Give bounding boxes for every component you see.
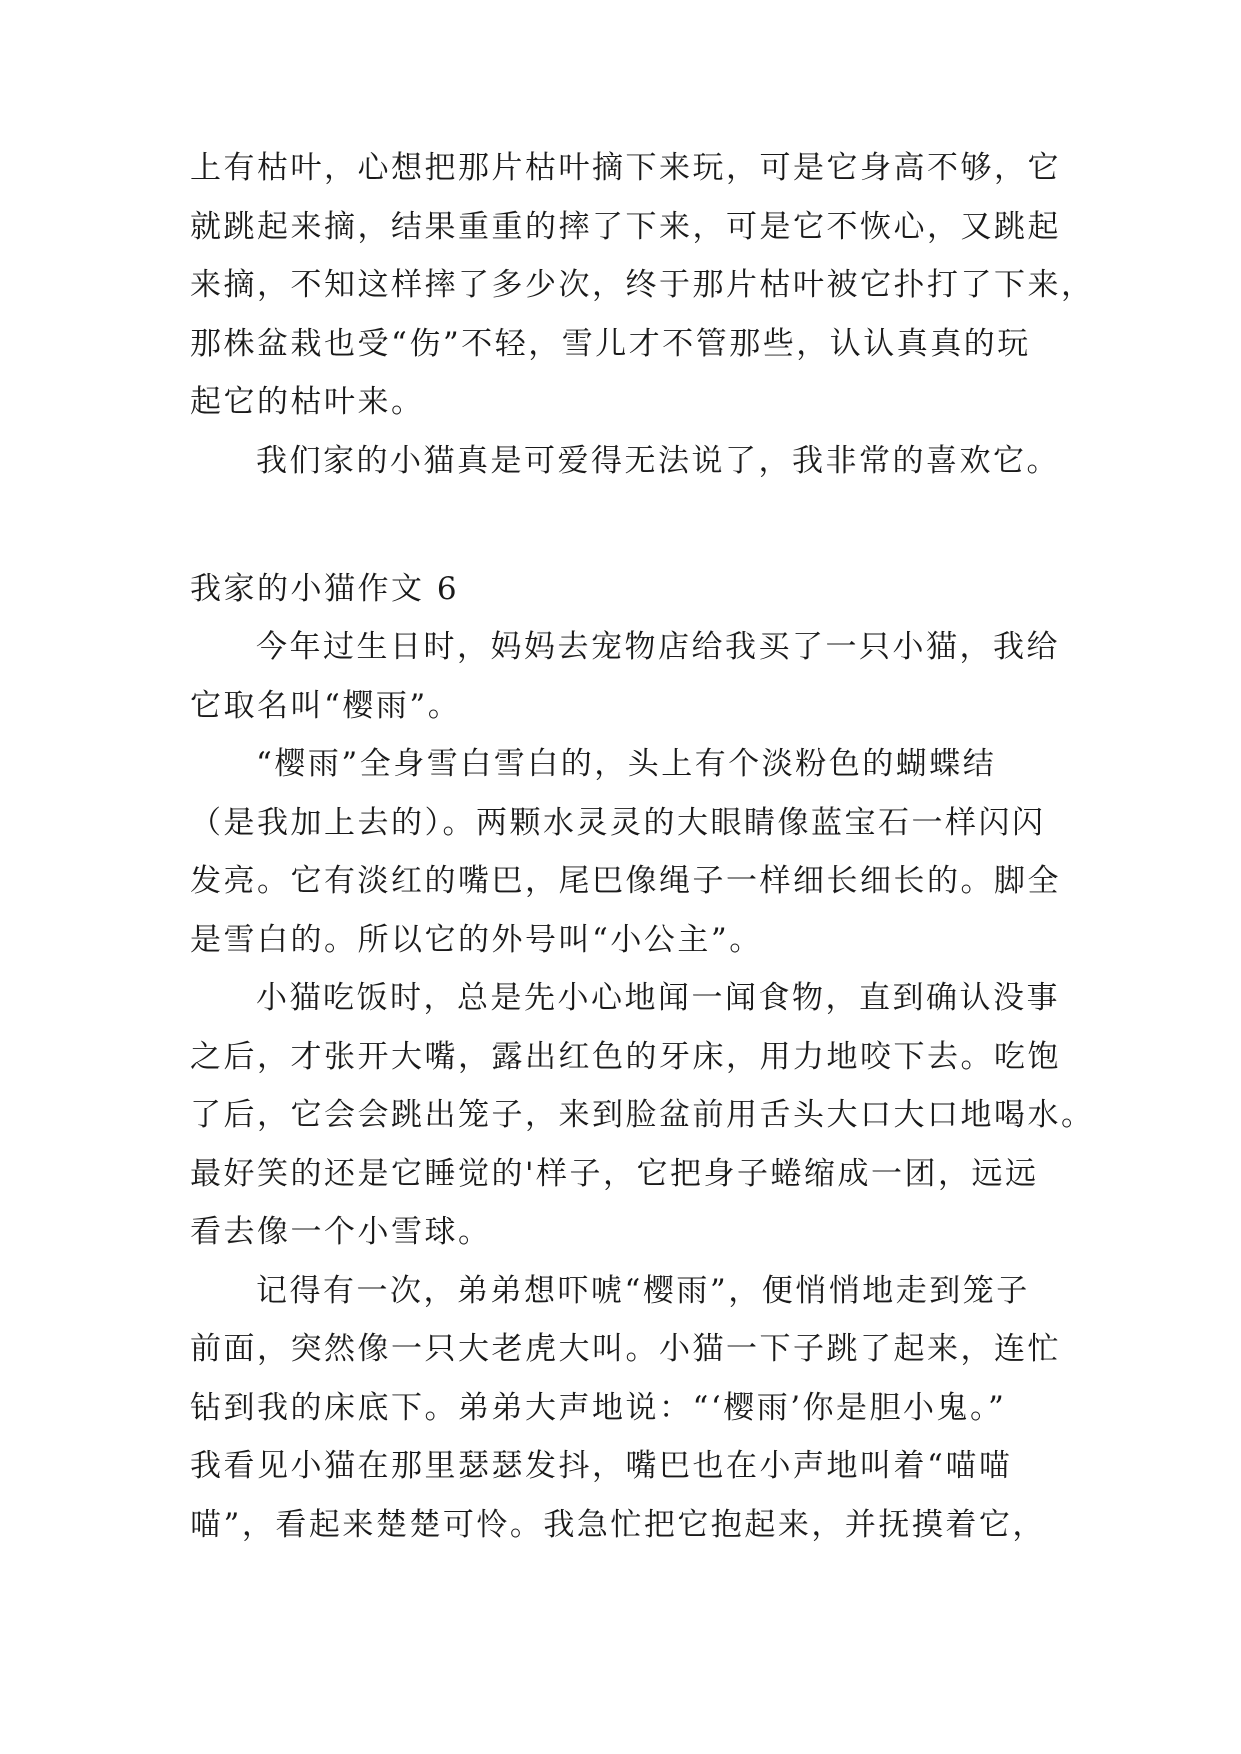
text-line: 我们家的小猫真是可爱得无法说了，我非常的喜欢它。	[256, 442, 1060, 479]
text-line: 来摘，不知这样摔了多少次，终于那片枯叶被它扑打了下来，	[190, 267, 1095, 303]
text-line: 记得有一次，弟弟想吓唬“樱雨”，便悄悄地走到笼子	[256, 1272, 1030, 1309]
text-line: 起它的枯叶来。	[190, 384, 425, 420]
text-line: 看去像一个小雪球。	[190, 1214, 492, 1250]
text-line: 发亮。它有淡红的嘴巴，尾巴像绳子一样细长细长的。脚全	[190, 863, 1061, 899]
text-line: 了后，它会会跳出笼子，来到脸盆前用舌头大口大口地喝水。	[190, 1097, 1095, 1133]
paragraph-block-1	[190, 139, 1095, 490]
text-line: 之后，才张开大嘴，露出红色的牙床，用力地咬下去。吃饱	[190, 1038, 1061, 1075]
text-line: “樱雨”全身雪白雪白的，头上有个淡粉色的蝴蝶结	[256, 746, 997, 782]
text-line: 那株盆栽也受“伤”不轻，雪儿才不管那些，认认真真的玩	[190, 325, 1031, 362]
text-line: 钻到我的床底下。弟弟大声地说：“‘樱雨’你是胆小鬼。”	[190, 1389, 1007, 1426]
text-line: 今年过生日时，妈妈去宠物店给我买了一只小猫，我给	[256, 629, 1060, 665]
text-line: 它取名叫“樱雨”。	[190, 687, 462, 724]
text-line: （是我加上去的）。两颗水灵灵的大眼睛像蓝宝石一样闪闪	[190, 804, 1046, 841]
text-line: 是雪白的。所以它的外号叫“小公主”。	[190, 921, 763, 958]
text-line: 就跳起来摘，结果重重的摔了下来，可是它不恢心，又跳起	[190, 208, 1061, 245]
paragraph-block-2	[190, 618, 1095, 1554]
text-line: 小猫吃饭时，总是先小心地闻一闻食物，直到确认没事	[256, 980, 1060, 1016]
text-line: 我看见小猫在那里瑟瑟发抖，嘴巴也在小声地叫着“喵喵	[190, 1448, 1013, 1484]
section-title: 我家的小猫作文 6	[190, 571, 460, 607]
text-line: 前面，突然像一只大老虎大叫。小猫一下子跳了起来，连忙	[190, 1331, 1061, 1367]
text-line: 上有枯叶，心想把那片枯叶摘下来玩，可是它身高不够，它	[190, 150, 1061, 186]
text-line: 喵”，看起来楚楚可怜。我急忙把它抱起来，并抚摸着它，	[190, 1506, 1046, 1543]
text-line: 最好笑的还是它睡觉的'样子，它把身子蜷缩成一团，远远	[190, 1155, 1039, 1192]
